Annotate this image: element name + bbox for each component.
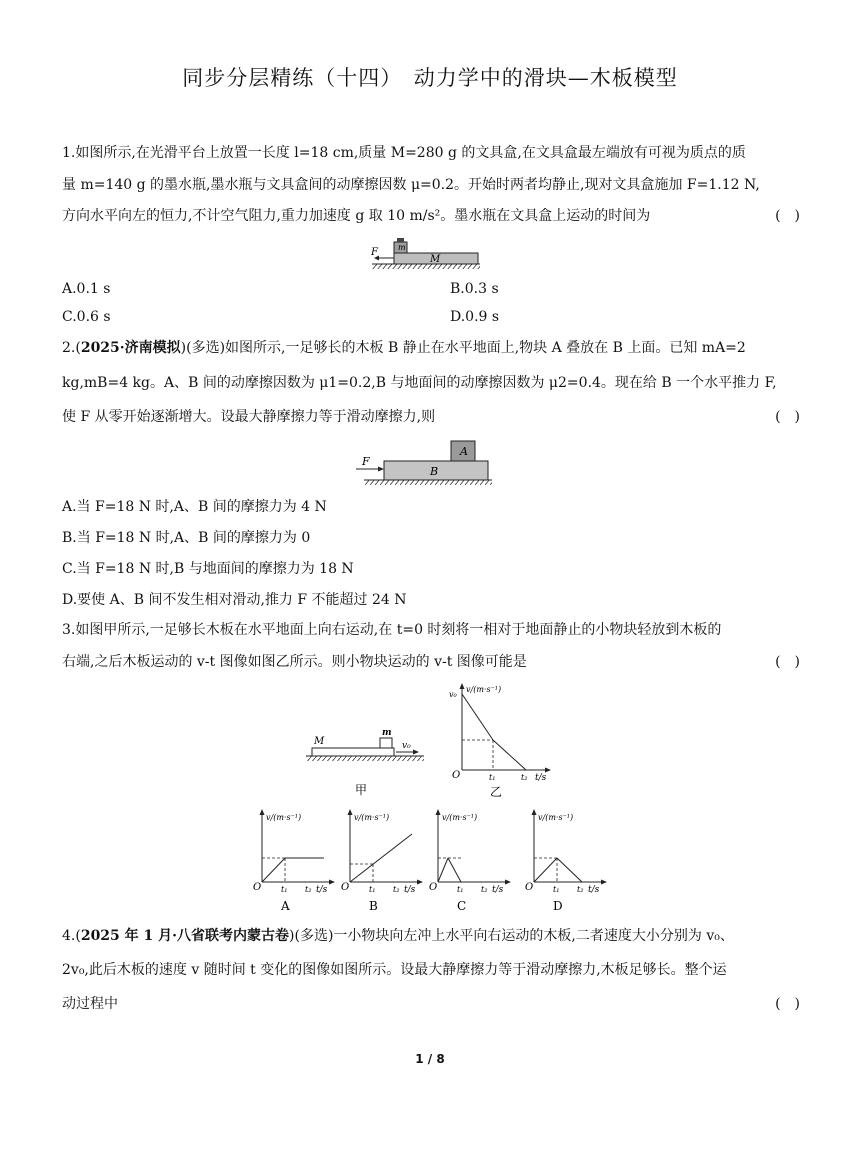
q3-jia-label-M: M bbox=[314, 736, 325, 747]
q3-d-t2: t₂ bbox=[577, 885, 584, 894]
q3-jia-label-m: m bbox=[382, 728, 392, 738]
q3-text: 右端,之后木板运动的 v-t 图像如图乙所示。则小物块运动的 v-t 图像可能是 bbox=[62, 654, 527, 670]
q3-line-1: 3.如图甲所示,一足够长木板在水平地面上向右运动,在 t=0 时刻将一相对于地面静止的小物块轻放到木板的 bbox=[62, 622, 722, 638]
q3-yi-t1: t₁ bbox=[489, 773, 496, 782]
page-number: 1 / 8 bbox=[415, 1052, 445, 1066]
q4-text: 动过程中 bbox=[62, 996, 118, 1012]
q3-d-ylabel: v/(m·s⁻¹) bbox=[538, 813, 574, 822]
q3-d-xlabel: t/s bbox=[588, 885, 600, 895]
q3-b-y-arrow bbox=[348, 809, 353, 815]
q3-jia-caption: 甲 bbox=[355, 783, 368, 797]
q1-label-m: m bbox=[398, 243, 406, 252]
q2-label-A: A bbox=[460, 445, 468, 458]
q2-answer-paren: ( ) bbox=[775, 409, 800, 425]
q2-option-a[interactable]: A.当 F=18 N 时,A、B 间的摩擦力为 4 N bbox=[62, 499, 327, 515]
q4-prefix: 4.( bbox=[62, 928, 81, 944]
q4-answer-paren: ( ) bbox=[775, 996, 800, 1012]
q3-b-label: B bbox=[369, 899, 378, 913]
q3-jia-label-v0: v₀ bbox=[402, 741, 411, 751]
q3-b-x-arrow bbox=[417, 880, 423, 885]
q3-c-ylabel: v/(m·s⁻¹) bbox=[442, 813, 478, 822]
q3-choice-b-graph[interactable] bbox=[338, 806, 428, 916]
q3-a-line-rise bbox=[262, 858, 285, 882]
q3-choice-c-graph[interactable] bbox=[426, 806, 516, 916]
q2-prefix: 2.( bbox=[62, 340, 81, 356]
q3-a-ylabel: v/(m·s⁻¹) bbox=[266, 813, 302, 822]
q3-c-t2: t₂ bbox=[481, 885, 488, 894]
q3-yi-board-line-2 bbox=[493, 740, 526, 770]
q3-c-t1: t₁ bbox=[457, 885, 464, 894]
q3-c-xlabel: t/s bbox=[492, 885, 504, 895]
q3-line-2 bbox=[62, 652, 800, 672]
q3-jia-board bbox=[312, 748, 394, 756]
q3-b-t2: t₂ bbox=[393, 885, 400, 894]
q3-d-line-rise bbox=[534, 858, 557, 882]
q2-arrow-head bbox=[378, 467, 384, 472]
q3-b-xlabel: t/s bbox=[404, 885, 416, 895]
q3-b-line-rise bbox=[350, 834, 412, 882]
q3-d-line-fall bbox=[557, 858, 582, 882]
q3-choice-d-graph[interactable] bbox=[522, 806, 612, 916]
q3-a-y-arrow bbox=[260, 809, 265, 815]
q3-c-label: C bbox=[457, 899, 467, 913]
q1-line-1: 1.如图所示,在光滑平台上放置一长度 l=18 cm,质量 M=280 g 的文具盒,在文具盒最左端放有可视为质点的质 bbox=[62, 145, 746, 161]
q3-b-origin: O bbox=[341, 882, 350, 893]
q3-answer-paren: ( ) bbox=[775, 654, 800, 670]
q1-ground-hatch bbox=[372, 264, 480, 269]
q1-option-b[interactable]: B.0.3 s bbox=[450, 281, 499, 297]
q2-option-d[interactable]: D.要使 A、B 间不发生相对滑动,推力 F 不能超过 24 N bbox=[62, 592, 407, 608]
q1-line-3 bbox=[62, 206, 800, 226]
q3-b-ylabel: v/(m·s⁻¹) bbox=[354, 813, 390, 822]
q3-c-y-arrow bbox=[436, 809, 441, 815]
q3-jia-arrow-head bbox=[413, 750, 419, 755]
q3-d-t1: t₁ bbox=[553, 885, 560, 894]
q1-option-c[interactable]: C.0.6 s bbox=[62, 309, 111, 325]
q4-line-3 bbox=[62, 994, 800, 1014]
q3-choice-a-graph[interactable] bbox=[250, 806, 340, 916]
q2-line-1-rest: )(多选)如图所示,一足够长的木板 B 静止在水平地面上,物块 A 叠放在 B 上面。已知 mA=2 bbox=[180, 340, 746, 356]
q1-answer-paren: ( ) bbox=[775, 208, 800, 224]
q2-option-c[interactable]: C.当 F=18 N 时,B 与地面间的摩擦力为 18 N bbox=[62, 561, 354, 577]
q2-figure bbox=[350, 437, 500, 489]
q3-d-x-arrow bbox=[601, 880, 607, 885]
q1-figure bbox=[362, 234, 486, 270]
q1-label-M: M bbox=[430, 254, 441, 265]
q2-source: 2025·济南模拟 bbox=[80, 340, 181, 356]
q3-a-t1: t₁ bbox=[281, 885, 288, 894]
q3-yi-ylabel: v/(m·s⁻¹) bbox=[466, 685, 502, 694]
q1-option-a[interactable]: A.0.1 s bbox=[62, 281, 111, 297]
q3-jia-ground-hatch bbox=[306, 756, 424, 761]
q3-yi-caption: 乙 bbox=[490, 785, 503, 799]
q3-b-t1: t₁ bbox=[369, 885, 376, 894]
q3-figure-yi bbox=[446, 680, 556, 800]
q1-bottle-cap bbox=[397, 238, 404, 242]
q3-d-origin: O bbox=[525, 882, 534, 893]
q2-text: 使 F 从零开始逐渐增大。设最大静摩擦力等于滑动摩擦力,则 bbox=[62, 409, 436, 425]
q3-a-x-arrow bbox=[329, 880, 335, 885]
q3-a-xlabel: t/s bbox=[316, 885, 328, 895]
q3-yi-xlabel: t/s bbox=[535, 773, 547, 783]
page-title: 同步分层精练（十四） 动力学中的滑块—木板模型 bbox=[182, 66, 678, 90]
q3-yi-board-line-1 bbox=[462, 694, 493, 740]
q4-line-2: 2v₀,此后木板的速度 v 随时间 t 变化的图像如图所示。设最大静摩擦力等于滑动摩擦力,木板足够长。整个运 bbox=[62, 962, 727, 978]
q2-ground-hatch bbox=[364, 480, 492, 485]
q1-option-d[interactable]: D.0.9 s bbox=[450, 309, 500, 325]
q2-line-1 bbox=[62, 338, 800, 358]
q3-c-line-fall bbox=[448, 858, 461, 882]
q3-yi-t2: t₂ bbox=[521, 773, 528, 782]
q3-d-y-arrow bbox=[532, 809, 537, 815]
q3-c-line-rise bbox=[438, 858, 448, 882]
q3-a-t2: t₂ bbox=[305, 885, 312, 894]
q3-yi-v0: v₀ bbox=[449, 690, 457, 699]
q3-jia-block bbox=[380, 738, 392, 748]
q4-line-1 bbox=[62, 926, 800, 946]
q3-yi-y-arrow bbox=[460, 683, 465, 689]
q3-yi-origin: O bbox=[452, 770, 461, 781]
q2-line-3 bbox=[62, 407, 800, 427]
q2-line-2: kg,mB=4 kg。A、B 间的动摩擦因数为 μ1=0.2,B 与地面间的动摩擦因数为 μ2=0.4。现在给 B 一个水平推力 F, bbox=[62, 375, 777, 391]
q3-figure-jia bbox=[300, 722, 430, 802]
q1-label-F: F bbox=[371, 247, 378, 258]
q2-label-F: F bbox=[362, 455, 370, 468]
q2-label-B: B bbox=[430, 465, 439, 478]
q3-d-label: D bbox=[553, 899, 563, 913]
q3-a-origin: O bbox=[253, 882, 262, 893]
q3-c-x-arrow bbox=[505, 880, 511, 885]
q3-a-label: A bbox=[281, 899, 290, 913]
q4-line-1-rest: )(多选)一小物块向左冲上水平向右运动的木板,二者速度大小分别为 v₀、 bbox=[289, 928, 734, 944]
q3-c-origin: O bbox=[429, 882, 438, 893]
q1-line-2: 量 m=140 g 的墨水瓶,墨水瓶与文具盒间的动摩擦因数 μ=0.2。开始时两者均静止,现对文具盒施加 F=1.12 N, bbox=[62, 177, 760, 193]
q1-text: 方向水平向左的恒力,不计空气阻力,重力加速度 g 取 10 m/s²。墨水瓶在文具盒上运动的时间为 bbox=[62, 208, 651, 224]
q4-source: 2025 年 1 月·八省联考内蒙古卷 bbox=[80, 928, 290, 944]
q3-yi-x-arrow bbox=[545, 768, 551, 773]
q2-option-b[interactable]: B.当 F=18 N 时,A、B 间的摩擦力为 0 bbox=[62, 530, 311, 546]
